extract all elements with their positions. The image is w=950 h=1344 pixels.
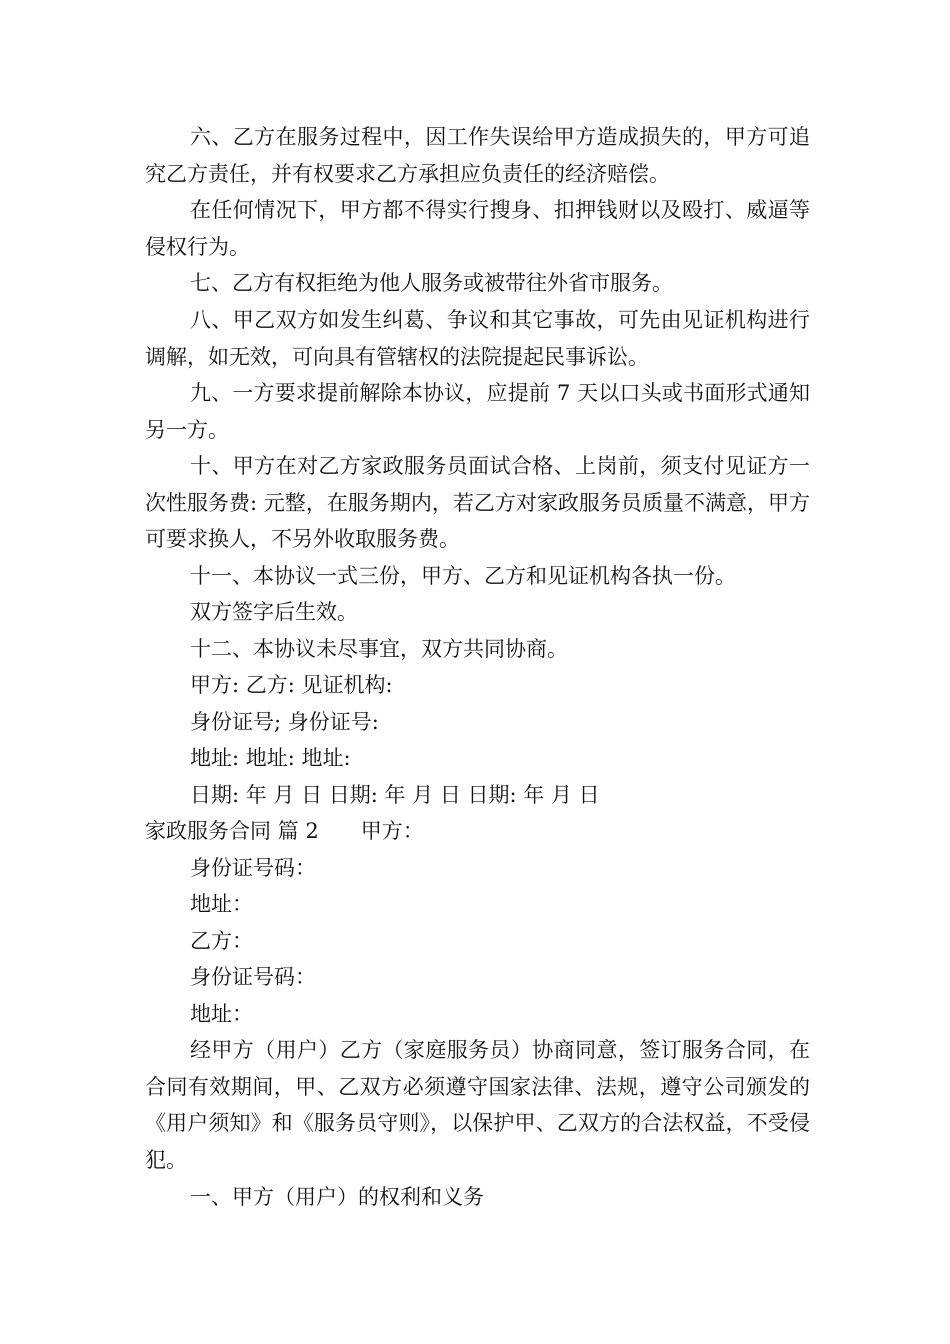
section-heading [145, 813, 424, 850]
clause-7: 七、乙方有权拒绝为他人服务或被带往外省市服务。 [190, 271, 673, 295]
signature-id-numbers: 身份证号; 身份证号: [190, 710, 379, 734]
clause-11: 十一、本协议一式三份，甲方、乙方和见证机构各执一份。 [190, 564, 736, 588]
contract-intro: 经甲方（用户）乙方（家庭服务员）协商同意，签订服务合同，在合同有效期间，甲、乙双方必须遵守国家法律、法规，遵守公司颁发的《用户须知》和《服务员守则》，以保护甲、乙双方的合法权益，不受侵犯。 [145, 1038, 810, 1172]
clause-6: 六、乙方在服务过程中，因工作失误给甲方造成损失的，甲方可追究乙方责任，并有权要求乙方承担应负责任的经济赔偿。 [145, 125, 810, 186]
field-party-b-id: 身份证号码： [190, 965, 316, 989]
section-party-a: 甲方： [360, 819, 424, 843]
field-party-a-address: 地址： [190, 892, 253, 916]
clause-12: 十二、本协议未尽事宜，双方共同协商。 [190, 637, 568, 661]
signature-parties: 甲方: 乙方: 见证机构: [190, 673, 393, 697]
clause-10: 十、甲方在对乙方家政服务员面试合格、上岗前，须支付见证方一次性服务费: 元整，在服务期内，若乙方对家政服务员质量不满意，甲方可要求换人，不另外收取服务费。 [145, 454, 810, 551]
field-party-b: 乙方： [190, 929, 253, 953]
field-party-b-address: 地址： [190, 1002, 253, 1026]
clause-11-effective: 双方签字后生效。 [190, 600, 358, 624]
clause-6-note: 在任何情况下，甲方都不得实行搜身、扣押钱财以及殴打、威逼等侵权行为。 [145, 198, 810, 259]
field-party-a-id: 身份证号码： [190, 856, 316, 880]
subheading-party-a-rights: 一、甲方（用户）的权利和义务 [190, 1185, 484, 1209]
signature-dates: 日期: 年 月 日 日期: 年 月 日 日期: 年 月 日 [190, 783, 600, 807]
signature-addresses: 地址: 地址: 地址: [190, 746, 351, 770]
clause-8: 八、甲乙双方如发生纠葛、争议和其它事故，可先由见证机构进行调解，如无效，可向具有管辖权的法院提起民事诉讼。 [145, 308, 810, 369]
clause-9: 九、一方要求提前解除本协议，应提前 7 天以口头或书面形式通知另一方。 [145, 381, 810, 442]
section-title: 家政服务合同 篇 2 [145, 819, 319, 843]
